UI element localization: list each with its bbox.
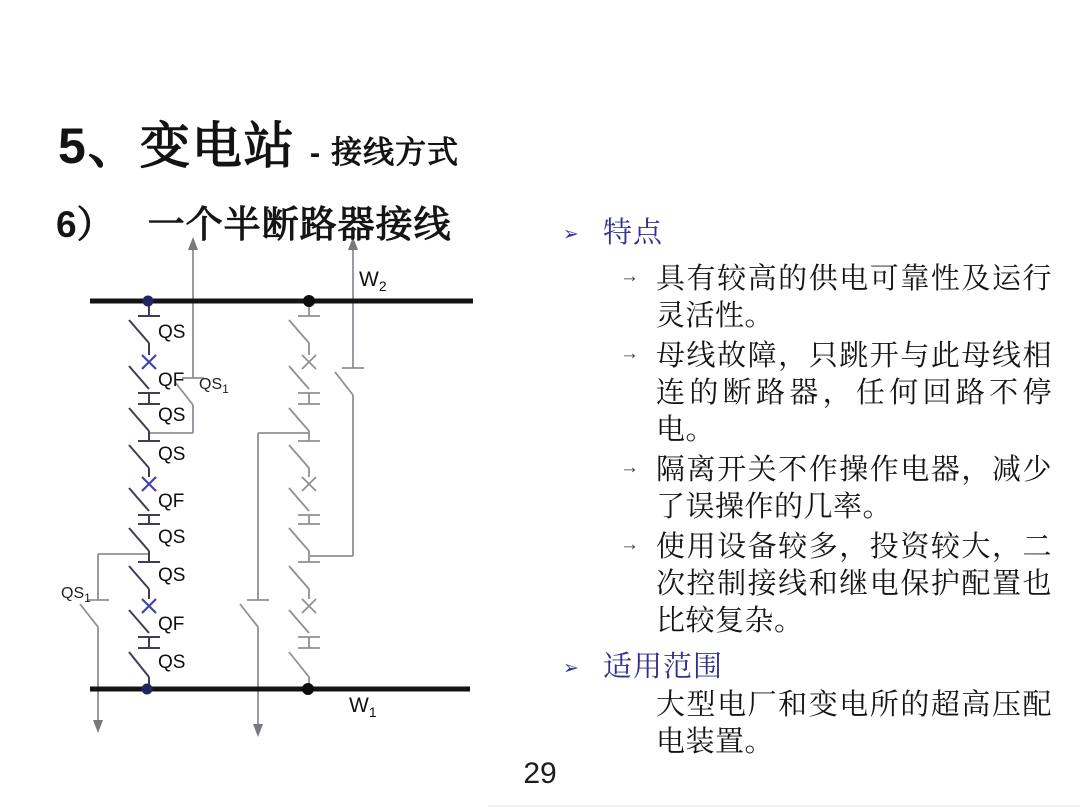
junction-dot	[303, 295, 315, 307]
scope-heading: 适用范围	[603, 651, 724, 683]
arrow-down-icon	[253, 724, 263, 737]
arrow-bullet-icon: →	[620, 457, 639, 478]
triangle-bullet-icon: ➢	[563, 658, 579, 679]
triangle-bullet-icon: ➢	[563, 224, 579, 245]
list-item-text: 具有较高的供电可靠性及运行灵活性。	[656, 263, 1052, 332]
section-scope	[563, 644, 1075, 685]
title-suffix: 接线方式	[331, 135, 460, 170]
arrow-bullet-icon: →	[620, 343, 639, 364]
junction-dot	[142, 684, 153, 695]
arrow-down-icon	[93, 720, 103, 733]
switch-label: QS	[158, 405, 186, 426]
feeder-disconnector-label-bottom: $QS_1$	[61, 585, 91, 605]
title-separator: -	[309, 135, 322, 170]
title-number: 5、	[58, 118, 140, 174]
subtitle-number: 6）	[56, 204, 114, 245]
arrow-bullet-icon: →	[620, 266, 639, 287]
bottom-edge-line	[488, 805, 1080, 807]
switch-label: QS	[158, 527, 186, 548]
features-list	[563, 261, 1075, 640]
switch-label: QF	[158, 614, 185, 635]
scope-text: 大型电厂和变电所的超高压配电装置。	[656, 689, 1052, 758]
bus-bottom-label: $W_1$	[349, 694, 377, 720]
junction-dot	[302, 683, 314, 695]
list-item	[620, 338, 1075, 449]
feeder-line-bottom-left	[80, 554, 149, 733]
section-features	[563, 210, 1075, 251]
feeder-disconnector-label-top: $QS_1$	[199, 376, 229, 396]
list-item-text: 使用设备较多，投资较大，二次控制接线和继电保护配置也比较复杂。	[656, 531, 1052, 637]
page-number: 29	[523, 757, 557, 790]
switch-label: QS	[158, 444, 186, 465]
junction-dot	[143, 296, 154, 307]
list-item	[620, 529, 1075, 640]
switch-label: QS	[158, 565, 186, 586]
bus-bottom	[90, 683, 470, 695]
title-main: 变电站	[139, 118, 296, 174]
list-item	[620, 261, 1075, 335]
content-column	[563, 210, 1075, 761]
subtitle-text: 一个半断路器接线	[147, 204, 452, 245]
switch-label: QS	[158, 652, 186, 673]
list-item-text: 隔离开关不作操作电器，减少了误操作的几率。	[656, 454, 1052, 523]
features-heading: 特点	[603, 217, 664, 249]
feeder-line-top-right	[309, 237, 364, 556]
page-title	[58, 106, 459, 178]
switch-label: QS	[158, 322, 186, 343]
bus-top	[90, 295, 473, 307]
slide-subtitle	[56, 194, 452, 248]
switch-label: QF	[158, 370, 185, 391]
switch-label: QF	[158, 491, 185, 512]
arrow-bullet-icon: →	[620, 534, 639, 555]
breaker-string-right	[289, 301, 320, 689]
breaker-string-left	[129, 301, 160, 689]
bus-top-label: $W_2$	[359, 268, 387, 294]
list-item-text: 母线故障，只跳开与此母线相连的断路器，任何回路不停电。	[656, 340, 1052, 446]
list-item	[620, 452, 1075, 526]
